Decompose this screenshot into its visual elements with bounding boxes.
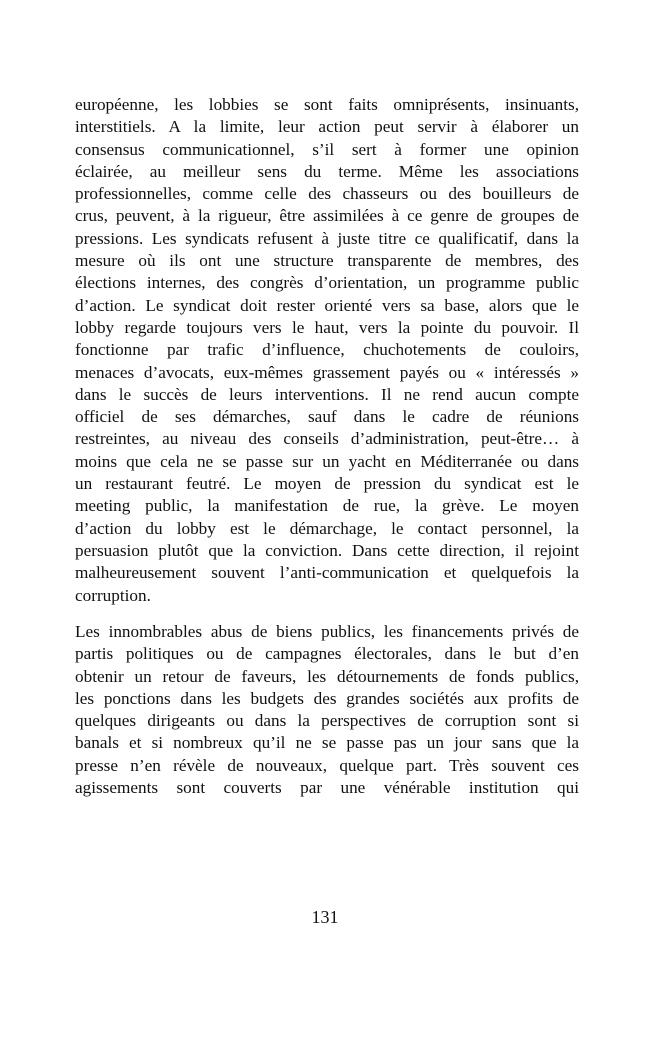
text-line: élections internes, des congrès d’orientation, un programme public — [75, 273, 579, 293]
text-line: crus, peuvent, à la rigueur, être assimilées à ce genre de groupes de — [75, 206, 579, 226]
text-line: un restaurant feutré. Le moyen de pression du syndicat est le — [75, 474, 579, 494]
text-line: d’action. Le syndicat doit rester orienté vers sa base, alors que le — [75, 295, 579, 315]
paragraph-1 — [75, 94, 579, 607]
text-line: officiel de ses démarches, sauf dans le cadre de réunions — [75, 407, 579, 427]
text-line: meeting public, la manifestation de rue, la grève. Le moyen — [75, 496, 579, 516]
text-line: dans le succès de leurs interventions. Il ne rend aucun compte — [75, 384, 579, 404]
text-line: consensus communicationnel, s’il sert à former une opinion — [75, 139, 579, 159]
text-line: pressions. Les syndicats refusent à juste titre ce qualificatif, dans la — [75, 228, 579, 248]
text-line: lobby regarde toujours vers le haut, vers la pointe du pouvoir. Il — [75, 317, 579, 337]
text-line: interstitiels. A la limite, leur action peut servir à élaborer un — [75, 117, 579, 137]
text-line: partis politiques ou de campagnes électorales, dans le but d’en — [75, 644, 579, 664]
text-line: banals et si nombreux qu’il ne se passe pas un jour sans que la — [75, 733, 579, 753]
text-line: fonctionne par trafic d’influence, chuchotements de couloirs, — [75, 340, 579, 360]
text-line: presse n’en révèle de nouveaux, quelque part. Très souvent ces — [75, 755, 579, 775]
text-line: menaces d’avocats, eux-mêmes grassement payés ou « intéressés » — [75, 362, 579, 382]
text-line: corruption. — [75, 585, 151, 605]
text-line: professionnelles, comme celle des chasseurs ou des bouilleurs de — [75, 184, 579, 204]
text-line: malheureusement souvent l’anti-communication et quelquefois la — [75, 563, 579, 583]
text-line: européenne, les lobbies se sont faits omniprésents, insinuants, — [75, 95, 579, 114]
text-line: mesure où ils ont une structure transparente de membres, des — [75, 251, 579, 271]
text-line: éclairée, au meilleur sens du terme. Même les associations — [75, 161, 579, 181]
text-line: quelques dirigeants ou dans la perspectives de corruption sont si — [75, 711, 579, 731]
text-line: moins que cela ne se passe sur un yacht en Méditerranée ou dans — [75, 451, 579, 471]
text-line: obtenir un retour de faveurs, les détournements de fonds publics, — [75, 666, 579, 686]
text-line: Les innombrables abus de biens publics, les financements privés de — [75, 622, 579, 641]
text-line: persuasion plutôt que la conviction. Dans cette direction, il rejoint — [75, 540, 579, 560]
text-line: restreintes, au niveau des conseils d’administration, peut-être… à — [75, 429, 579, 449]
text-line: les ponctions dans les budgets des grandes sociétés aux profits de — [75, 688, 579, 708]
paragraph-2 — [75, 621, 579, 799]
text-line: agissements sont couverts par une vénérable institution qui — [75, 778, 579, 798]
page-number: 131 — [311, 907, 339, 927]
text-line: d’action du lobby est le démarchage, le contact personnel, la — [75, 518, 579, 538]
